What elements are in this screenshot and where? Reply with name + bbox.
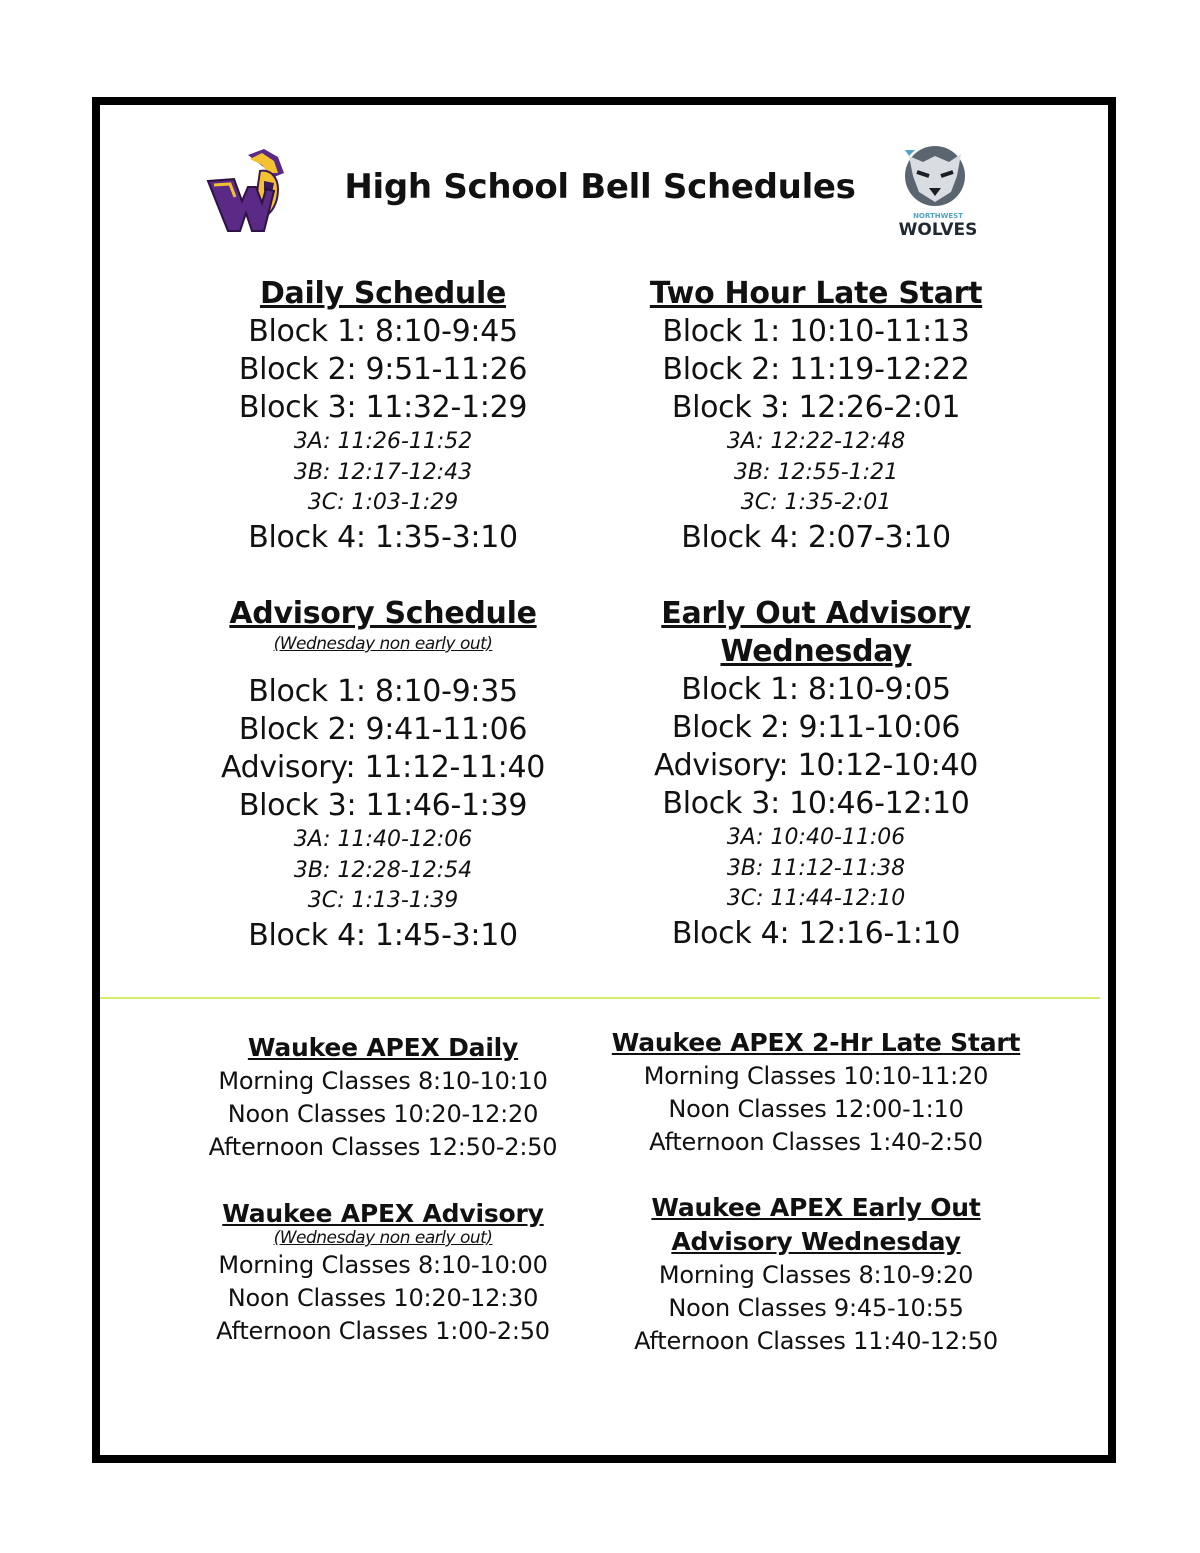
apex-early-heading-line1: Waukee APEX Early Out (651, 1193, 981, 1222)
apex-advisory-note: (Wednesday non early out) (273, 1228, 493, 1248)
advisory-block3: Block 3: 11:46-1:39 (238, 788, 528, 823)
apex-daily-schedule (163, 1031, 603, 1164)
apex-advisory-afternoon: Afternoon Classes 1:00-2:50 (216, 1317, 550, 1345)
apex-advisory-morning: Morning Classes 8:10-10:00 (218, 1251, 548, 1279)
early-out-advisory: Advisory: 10:12-10:40 (653, 748, 979, 783)
late-start-lunch-c: 3C: 1:35-2:01 (740, 490, 892, 515)
early-out-lunch-a: 3A: 10:40-11:06 (726, 825, 906, 850)
daily-schedule (183, 275, 583, 557)
daily-lunch-c: 3C: 1:03-1:29 (307, 490, 459, 515)
daily-block4: Block 4: 1:35-3:10 (248, 519, 518, 555)
advisory-lunch-b: 3B: 12:28-12:54 (293, 857, 473, 883)
advisory-heading: Advisory Schedule (229, 596, 537, 631)
advisory-lunch-a: 3A: 11:40-12:06 (293, 827, 473, 852)
late-start-lunch-b: 3B: 12:55-1:21 (733, 459, 899, 485)
apex-daily-heading: Waukee APEX Daily (247, 1033, 519, 1062)
apex-advisory-schedule (163, 1197, 603, 1348)
wolf-logo-caption-bottom: WOLVES (898, 220, 978, 240)
late-start-schedule (616, 275, 1016, 557)
apex-daily-afternoon: Afternoon Classes 12:50-2:50 (208, 1133, 558, 1161)
apex-late-noon: Noon Classes 12:00-1:10 (668, 1095, 964, 1123)
advisory-lunch-c: 3C: 1:13-1:39 (307, 888, 459, 913)
apex-late-morning: Morning Classes 10:10-11:20 (643, 1062, 989, 1090)
apex-late-schedule (596, 1026, 1036, 1159)
early-out-lunch-b: 3B: 11:12-11:38 (726, 855, 906, 881)
daily-block2: Block 2: 9:51-11:26 (238, 352, 528, 387)
apex-early-morning: Morning Classes 8:10-9:20 (658, 1261, 974, 1289)
advisory-advisory: Advisory: 11:12-11:40 (220, 750, 546, 785)
daily-heading: Daily Schedule (259, 276, 507, 311)
apex-advisory-noon: Noon Classes 10:20-12:30 (227, 1284, 539, 1312)
early-out-lunch-c: 3C: 11:44-12:10 (726, 886, 906, 911)
apex-daily-morning: Morning Classes 8:10-10:10 (218, 1067, 548, 1095)
apex-advisory-heading: Waukee APEX Advisory (222, 1199, 544, 1228)
apex-early-heading-line2: Advisory Wednesday (671, 1227, 961, 1256)
late-start-block3: Block 3: 12:26-2:01 (671, 390, 961, 425)
early-out-heading-line1: Early Out Advisory (661, 596, 971, 631)
advisory-note: (Wednesday non early out) (273, 634, 493, 654)
section-divider (100, 997, 1100, 999)
daily-lunch-b: 3B: 12:17-12:43 (293, 459, 473, 485)
early-out-block2: Block 2: 9:11-10:06 (671, 710, 961, 745)
apex-early-afternoon: Afternoon Classes 11:40-12:50 (634, 1327, 998, 1355)
apex-early-schedule (596, 1191, 1036, 1358)
wolf-logo-icon (895, 142, 981, 240)
advisory-block1: Block 1: 8:10-9:35 (248, 674, 518, 709)
late-start-lunch-a: 3A: 12:22-12:48 (726, 429, 906, 454)
early-out-block4: Block 4: 12:16-1:10 (671, 915, 961, 951)
late-start-heading: Two Hour Late Start (649, 276, 983, 311)
late-start-block2: Block 2: 11:19-12:22 (662, 352, 970, 387)
advisory-schedule (183, 595, 583, 955)
late-start-block4: Block 4: 2:07-3:10 (681, 519, 951, 555)
early-out-block1: Block 1: 8:10-9:05 (681, 672, 951, 707)
apex-late-afternoon: Afternoon Classes 1:40-2:50 (649, 1128, 983, 1156)
early-out-schedule (616, 595, 1016, 953)
daily-lunch-a: 3A: 11:26-11:52 (293, 429, 473, 454)
page-title: High School Bell Schedules (344, 167, 856, 207)
advisory-block4: Block 4: 1:45-3:10 (248, 917, 518, 953)
late-start-block1: Block 1: 10:10-11:13 (662, 314, 970, 349)
wolf-logo-caption-top: NORTHWEST (913, 212, 963, 220)
apex-early-noon: Noon Classes 9:45-10:55 (668, 1294, 964, 1322)
daily-block3: Block 3: 11:32-1:29 (238, 390, 528, 425)
early-out-heading-line2: Wednesday (720, 634, 912, 669)
daily-block1: Block 1: 8:10-9:45 (248, 314, 518, 349)
apex-daily-noon: Noon Classes 10:20-12:20 (227, 1100, 539, 1128)
early-out-block3: Block 3: 10:46-12:10 (662, 786, 970, 821)
apex-late-heading: Waukee APEX 2-Hr Late Start (611, 1028, 1021, 1057)
advisory-block2: Block 2: 9:41-11:06 (238, 712, 528, 747)
